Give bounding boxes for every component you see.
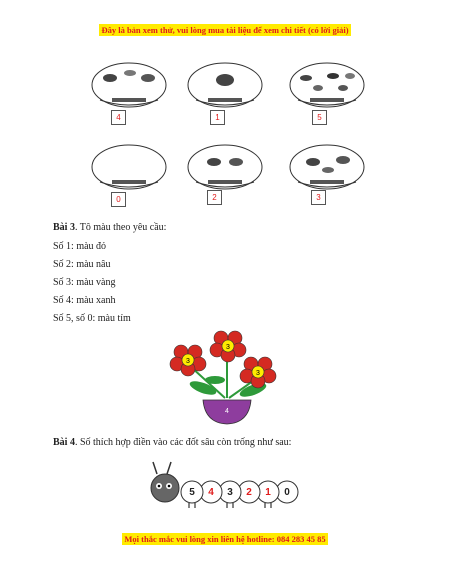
caterpillar-segment-number: 5 [189, 487, 195, 498]
caterpillar-segment-number: 3 [227, 487, 233, 498]
flower-number-top: 3 [226, 344, 230, 351]
caterpillar-segment-number: 2 [246, 487, 252, 498]
fishbowl-image [90, 140, 168, 190]
bai4-heading [53, 437, 291, 448]
fishbowl-answer-box: 4 [111, 110, 126, 125]
bai4-label: Bài 4 [53, 437, 75, 448]
caterpillar-segment-number: 0 [284, 487, 290, 498]
bai3-label: Bài 3 [53, 222, 75, 233]
flower-number-right: 3 [256, 370, 260, 377]
fishbowl-image [90, 58, 168, 108]
bai3-heading [53, 222, 166, 233]
flower-number-left: 3 [186, 358, 190, 365]
hotline-notice-text: Mọi thắc mắc vui lòng xin liên hệ hotline: 084 283 45 85 [124, 534, 326, 544]
color-rule-item: Số 2: màu nâu [53, 259, 111, 270]
color-rule-item: Số 4: màu xanh [53, 295, 116, 306]
vase-number: 4 [225, 408, 229, 415]
caterpillar-segment-number: 4 [208, 487, 214, 498]
fishbowl-answer-box: 5 [312, 110, 327, 125]
fishbowl-answer-box: 0 [111, 192, 126, 207]
bai4-instruction: . Số thích hợp điền vào các đốt sâu còn trống như sau: [74, 437, 292, 448]
fishbowl-image [288, 58, 366, 108]
caterpillar-illustration [145, 460, 305, 510]
bai3-instruction: . Tô màu theo yêu cầu: [74, 222, 167, 233]
fishbowl-image [288, 140, 366, 190]
color-rule-item: Số 5, số 0: màu tím [53, 313, 131, 324]
caterpillar-segment-number: 1 [265, 487, 271, 498]
fishbowl-image [186, 58, 264, 108]
fishbowl-answer-box: 2 [207, 190, 222, 205]
fishbowl-answer-box: 1 [210, 110, 225, 125]
preview-notice-text: Đây là bản xem thử, vui lòng mua tài liệu để xem chi tiết (có lời giải) [101, 25, 349, 35]
color-rule-item: Số 1: màu đỏ [53, 241, 107, 252]
color-rule-item: Số 3: màu vàng [53, 277, 116, 288]
fishbowl-image [186, 140, 264, 190]
hotline-notice-banner [0, 534, 450, 544]
fishbowl-answer-box: 3 [311, 190, 326, 205]
flower-vase-illustration [165, 328, 290, 428]
preview-notice-banner [0, 25, 450, 35]
